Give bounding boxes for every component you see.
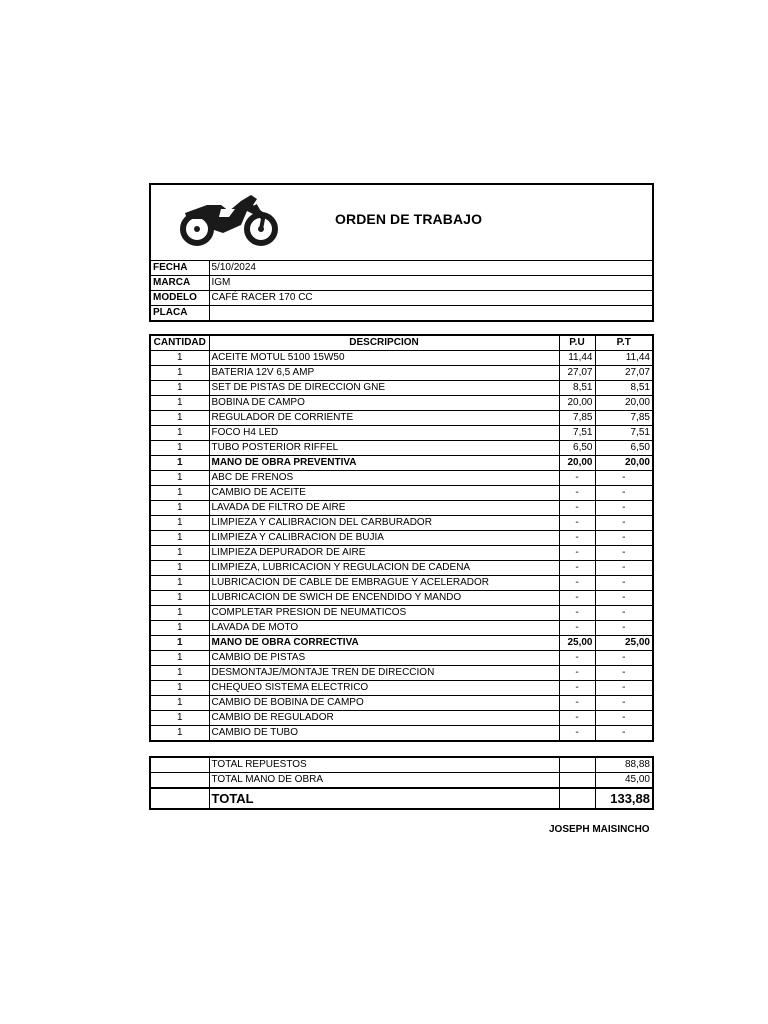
empty-cell [151, 788, 209, 808]
page-title: ORDEN DE TRABAJO [335, 211, 483, 227]
item-pu: 8,51 [559, 381, 595, 396]
item-qty: 1 [151, 711, 209, 726]
item-pu: - [559, 681, 595, 696]
info-label: FECHA [151, 261, 209, 276]
col-header-desc: DESCRIPCION [209, 336, 559, 351]
item-pt: - [595, 576, 652, 591]
item-desc: LIMPIEZA Y CALIBRACION DEL CARBURADOR [209, 516, 559, 531]
info-value: 5/10/2024 [209, 261, 652, 276]
item-desc: CAMBIO DE REGULADOR [209, 711, 559, 726]
total-mano-row [151, 773, 652, 789]
item-pu: - [559, 501, 595, 516]
item-pt: - [595, 621, 652, 636]
item-pt: - [595, 696, 652, 711]
item-qty: 1 [151, 441, 209, 456]
item-pu: 7,85 [559, 411, 595, 426]
info-label: MARCA [151, 276, 209, 291]
item-pu: - [559, 621, 595, 636]
item-qty: 1 [151, 426, 209, 441]
table-row [151, 666, 652, 681]
totals-box [149, 756, 654, 810]
item-pt: 20,00 [595, 456, 652, 471]
item-pt: 8,51 [595, 381, 652, 396]
grand-total-value: 133,88 [595, 788, 652, 808]
item-pu: - [559, 696, 595, 711]
item-desc: SET DE PISTAS DE DIRECCION GNE [209, 381, 559, 396]
item-pu: - [559, 576, 595, 591]
item-qty: 1 [151, 501, 209, 516]
item-pu: - [559, 531, 595, 546]
item-qty: 1 [151, 516, 209, 531]
table-row [151, 471, 652, 486]
item-desc: LAVADA DE FILTRO DE AIRE [209, 501, 559, 516]
info-row [151, 276, 652, 291]
table-row [151, 366, 652, 381]
table-row [151, 561, 652, 576]
empty-cell [559, 773, 595, 789]
table-row [151, 441, 652, 456]
table-row [151, 351, 652, 366]
item-pu: - [559, 651, 595, 666]
table-row [151, 681, 652, 696]
items-box [149, 334, 654, 742]
item-pt: - [595, 531, 652, 546]
item-qty: 1 [151, 621, 209, 636]
table-row [151, 726, 652, 741]
item-pt: - [595, 681, 652, 696]
item-pu: - [559, 606, 595, 621]
totals-table [151, 758, 652, 808]
item-qty: 1 [151, 396, 209, 411]
item-qty: 1 [151, 366, 209, 381]
item-pt: - [595, 726, 652, 741]
total-mano-value: 45,00 [595, 773, 652, 789]
item-pt: - [595, 546, 652, 561]
item-desc: LAVADA DE MOTO [209, 621, 559, 636]
item-pu: 6,50 [559, 441, 595, 456]
item-desc: ACEITE MOTUL 5100 15W50 [209, 351, 559, 366]
item-pt: - [595, 606, 652, 621]
empty-cell [559, 788, 595, 808]
item-pt: - [595, 666, 652, 681]
motorcycle-icon [177, 189, 283, 249]
grand-total-row [151, 788, 652, 808]
empty-cell [151, 773, 209, 789]
item-pu: 27,07 [559, 366, 595, 381]
table-row [151, 381, 652, 396]
table-row [151, 651, 652, 666]
item-pu: - [559, 591, 595, 606]
item-pt: 7,85 [595, 411, 652, 426]
signature: JOSEPH MAISINCHO [549, 824, 650, 835]
item-desc: FOCO H4 LED [209, 426, 559, 441]
item-qty: 1 [151, 606, 209, 621]
item-desc: MANO DE OBRA PREVENTIVA [209, 456, 559, 471]
table-row [151, 591, 652, 606]
item-qty: 1 [151, 681, 209, 696]
info-label: PLACA [151, 306, 209, 321]
header [151, 185, 652, 261]
total-repuestos-label: TOTAL REPUESTOS [209, 758, 559, 773]
col-header-qty: CANTIDAD [151, 336, 209, 351]
item-pt: 6,50 [595, 441, 652, 456]
item-pu: - [559, 711, 595, 726]
item-qty: 1 [151, 636, 209, 651]
item-qty: 1 [151, 696, 209, 711]
table-row [151, 606, 652, 621]
item-qty: 1 [151, 651, 209, 666]
item-pu: - [559, 471, 595, 486]
item-pu: - [559, 486, 595, 501]
item-desc: CAMBIO DE ACEITE [209, 486, 559, 501]
item-qty: 1 [151, 456, 209, 471]
info-value: CAFÉ RACER 170 CC [209, 291, 652, 306]
item-pu: - [559, 561, 595, 576]
item-pu: 25,00 [559, 636, 595, 651]
item-desc: MANO DE OBRA CORRECTIVA [209, 636, 559, 651]
table-row [151, 396, 652, 411]
item-desc: LIMPIEZA DEPURADOR DE AIRE [209, 546, 559, 561]
work-order-sheet [149, 183, 654, 810]
table-row [151, 621, 652, 636]
table-row [151, 576, 652, 591]
item-pu: - [559, 726, 595, 741]
item-pt: - [595, 561, 652, 576]
item-qty: 1 [151, 546, 209, 561]
item-pu: 7,51 [559, 426, 595, 441]
item-qty: 1 [151, 561, 209, 576]
item-qty: 1 [151, 351, 209, 366]
col-header-pt: P.T [595, 336, 652, 351]
info-row [151, 291, 652, 306]
item-qty: 1 [151, 531, 209, 546]
item-desc: TUBO POSTERIOR RIFFEL [209, 441, 559, 456]
item-desc: COMPLETAR PRESION DE NEUMATICOS [209, 606, 559, 621]
item-qty: 1 [151, 486, 209, 501]
items-header-row [151, 336, 652, 351]
item-pt: - [595, 486, 652, 501]
header-box [149, 183, 654, 322]
item-qty: 1 [151, 471, 209, 486]
item-desc: BOBINA DE CAMPO [209, 396, 559, 411]
item-desc: BATERIA 12V 6,5 AMP [209, 366, 559, 381]
table-row [151, 531, 652, 546]
item-qty: 1 [151, 666, 209, 681]
item-qty: 1 [151, 576, 209, 591]
table-row [151, 636, 652, 651]
item-pu: - [559, 546, 595, 561]
item-desc: LUBRICACION DE CABLE DE EMBRAGUE Y ACELERADOR [209, 576, 559, 591]
item-pu: - [559, 666, 595, 681]
item-pt: - [595, 711, 652, 726]
item-pu: - [559, 516, 595, 531]
table-row [151, 501, 652, 516]
item-qty: 1 [151, 411, 209, 426]
item-desc: CAMBIO DE TUBO [209, 726, 559, 741]
item-qty: 1 [151, 591, 209, 606]
item-desc: LIMPIEZA, LUBRICACION Y REGULACION DE CADENA [209, 561, 559, 576]
empty-cell [559, 758, 595, 773]
items-table [151, 336, 652, 740]
grand-total-label: TOTAL [209, 788, 559, 808]
item-pt: 27,07 [595, 366, 652, 381]
item-pt: 7,51 [595, 426, 652, 441]
item-pt: - [595, 501, 652, 516]
item-pu: 20,00 [559, 456, 595, 471]
item-desc: CHEQUEO SISTEMA ELECTRICO [209, 681, 559, 696]
item-qty: 1 [151, 381, 209, 396]
item-pu: 11,44 [559, 351, 595, 366]
item-pt: - [595, 651, 652, 666]
info-value [209, 306, 652, 321]
item-qty: 1 [151, 726, 209, 741]
total-repuestos-value: 88,88 [595, 758, 652, 773]
item-pt: 20,00 [595, 396, 652, 411]
total-mano-label: TOTAL MANO DE OBRA [209, 773, 559, 789]
item-pt: 25,00 [595, 636, 652, 651]
table-row [151, 711, 652, 726]
table-row [151, 426, 652, 441]
vehicle-info-table [151, 261, 652, 320]
item-desc: ABC DE FRENOS [209, 471, 559, 486]
item-desc: DESMONTAJE/MONTAJE TREN DE DIRECCION [209, 666, 559, 681]
item-desc: REGULADOR DE CORRIENTE [209, 411, 559, 426]
item-desc: LUBRICACION DE SWICH DE ENCENDIDO Y MANDO [209, 591, 559, 606]
info-row [151, 261, 652, 276]
table-row [151, 546, 652, 561]
table-row [151, 456, 652, 471]
table-row [151, 486, 652, 501]
total-repuestos-row [151, 758, 652, 773]
empty-cell [151, 758, 209, 773]
info-label: MODELO [151, 291, 209, 306]
item-desc: LIMPIEZA Y CALIBRACION DE BUJIA [209, 531, 559, 546]
item-pt: - [595, 591, 652, 606]
item-desc: CAMBIO DE PISTAS [209, 651, 559, 666]
table-row [151, 516, 652, 531]
item-pu: 20,00 [559, 396, 595, 411]
table-row [151, 411, 652, 426]
info-row [151, 306, 652, 321]
item-pt: - [595, 516, 652, 531]
item-pt: 11,44 [595, 351, 652, 366]
table-row [151, 696, 652, 711]
item-desc: CAMBIO DE BOBINA DE CAMPO [209, 696, 559, 711]
item-pt: - [595, 471, 652, 486]
col-header-pu: P.U [559, 336, 595, 351]
info-value: IGM [209, 276, 652, 291]
